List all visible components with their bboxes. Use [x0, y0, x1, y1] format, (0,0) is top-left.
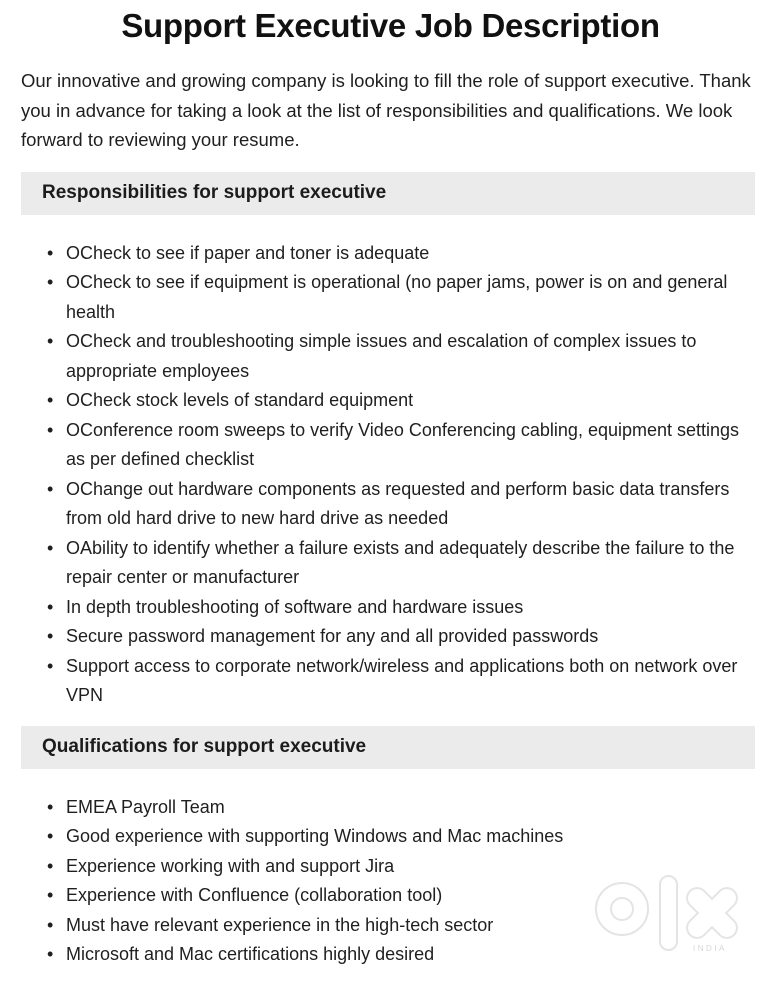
- list-item: • Experience with Confluence (collaboration tool): [47, 881, 751, 911]
- list-item: • OConference room sweeps to verify Video Conferencing cabling, equipment settings as per defined checklist: [47, 416, 751, 475]
- list-item: • Support access to corporate network/wireless and applications both on network over VPN: [47, 652, 751, 711]
- list-item: • Experience working with and support Jira: [47, 852, 751, 882]
- watermark-country-label: INDIA: [693, 944, 727, 953]
- list-item: • Must have relevant experience in the high-tech sector: [47, 911, 751, 941]
- page-title: Support Executive Job Description: [121, 7, 660, 44]
- olx-logo-icon: [595, 872, 745, 956]
- list-item: • OCheck to see if equipment is operational (no paper jams, power is on and general health: [47, 268, 751, 327]
- list-item: • Secure password management for any and all provided passwords: [47, 622, 751, 652]
- section-header-responsibilities: [21, 172, 755, 215]
- list-item: • Good experience with supporting Windows and Mac machines: [47, 822, 751, 852]
- intro-paragraph: Our innovative and growing company is looking to fill the role of support executive. Thank you in advance for taking a look at the list of responsibilities and qualifications. We look forward to reviewing your resume.: [21, 70, 751, 150]
- section-header-label: Qualifications for support executive: [42, 736, 367, 757]
- list-item: • OCheck to see if paper and toner is adequate: [47, 239, 751, 269]
- list-item: • OCheck stock levels of standard equipment: [47, 386, 751, 416]
- list-item: • EMEA Payroll Team: [47, 793, 751, 823]
- olx-l-bar: [660, 876, 677, 950]
- responsibilities-list: [0, 239, 781, 711]
- section-header-qualifications: [21, 726, 755, 769]
- list-item: • OCheck and troubleshooting simple issues and escalation of complex issues to appropriate employees: [47, 327, 751, 386]
- list-item: • Microsoft and Mac certifications highly desired: [47, 940, 751, 970]
- list-item: • OAbility to identify whether a failure exists and adequately describe the failure to the repair center or manufacturer: [47, 534, 751, 593]
- list-item: • OChange out hardware components as requested and perform basic data transfers from old hard drive to new hard drive as needed: [47, 475, 751, 534]
- section-header-label: Responsibilities for support executive: [42, 182, 387, 203]
- olx-o-inner: [611, 898, 633, 920]
- list-item: • In depth troubleshooting of software and hardware issues: [47, 593, 751, 623]
